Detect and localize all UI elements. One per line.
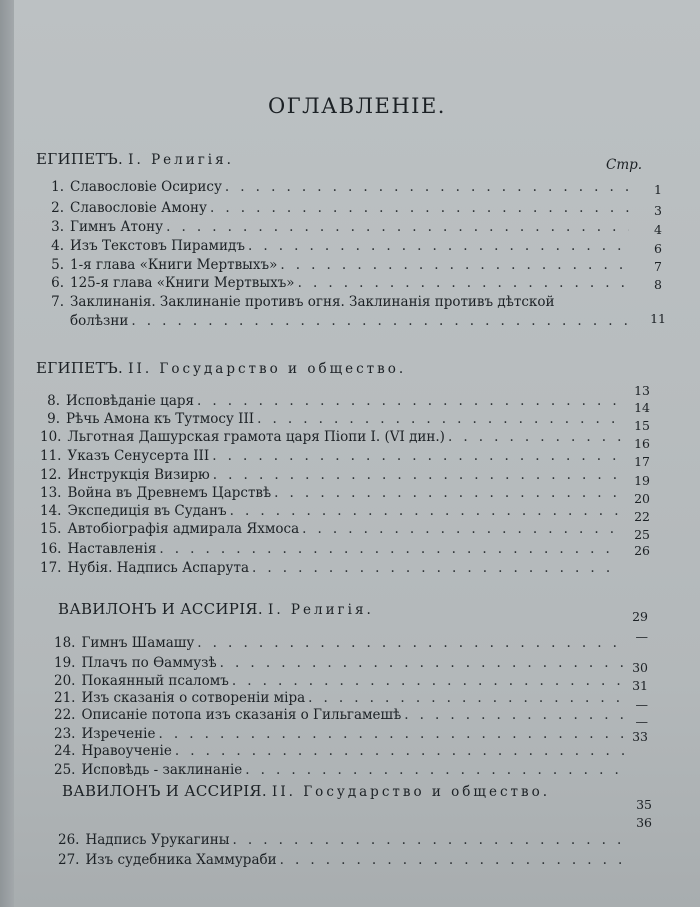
page-number: 1 xyxy=(654,182,662,197)
section-heading xyxy=(62,782,550,800)
section-sub: II. Государство и общество. xyxy=(272,784,551,800)
section-heading xyxy=(36,150,234,168)
section-head: ЕГИПЕТЪ. xyxy=(36,359,124,377)
page-number: — xyxy=(635,629,648,644)
toc-entry: 18. Гимнъ Шамашу . . . xyxy=(54,635,626,654)
toc-entry: 8. Исповѣданіе царя . . . xyxy=(40,393,622,412)
section-heading xyxy=(58,600,374,618)
page-number: 25 xyxy=(634,527,650,542)
toc-entry: 14. Экспедиція въ Суданъ . . . xyxy=(40,503,622,522)
toc-entry: 2. Славословіе Амону . . . xyxy=(44,200,629,219)
toc-entry: 23. Изреченіе . . . xyxy=(54,726,626,745)
page-number: 11 xyxy=(650,311,666,326)
section-head: ВАВИЛОНЪ И АССИРІЯ. xyxy=(58,600,263,618)
page-column-label: Стр. xyxy=(606,157,643,173)
toc-entry: 21. Изъ сказанія о сотвореніи міра . . . xyxy=(54,690,626,709)
page-number: 14 xyxy=(634,400,650,415)
page-number: 8 xyxy=(654,277,662,292)
toc-entry: 27. Изъ судебника Хаммураби . . . xyxy=(58,852,624,871)
page-number: — xyxy=(635,697,648,712)
toc-entry: 19. Плачъ по Ѳаммузѣ . . . xyxy=(54,655,626,674)
book-page xyxy=(14,0,700,907)
toc-entry: 1. Славословіе Осирису . . . xyxy=(44,179,629,198)
page-edge xyxy=(0,0,14,907)
toc-entry: 15. Автобіографія адмирала Яхмоса . . . xyxy=(40,521,622,540)
section-head: ЕГИПЕТЪ. xyxy=(36,150,124,168)
page-number: 30 xyxy=(632,660,648,675)
page-number: 22 xyxy=(634,509,650,524)
page-number: 20 xyxy=(634,491,650,506)
toc-entry: 4. Изъ Текстовъ Пирамидъ . . . xyxy=(44,238,629,257)
section-sub: I. Религія. xyxy=(268,602,374,618)
page-title: ОГЛАВЛЕНІЕ. xyxy=(268,94,446,118)
page-number: 36 xyxy=(636,815,652,830)
toc-entry: 24. Нравоученіе . . . xyxy=(54,743,626,762)
toc-entry: 25. Исповѣдь - заклинаніе . . . xyxy=(54,762,626,781)
page-number: 31 xyxy=(632,678,648,693)
page-number: 35 xyxy=(636,797,652,812)
section-sub: I. Религія. xyxy=(128,152,234,168)
toc-entry: 5. 1-я глава «Книги Мертвыхъ» . . . xyxy=(44,257,629,276)
toc-entry: 7. Заклинанія. Заклинаніе противъ огня. Заклинанія противъ дѣтской xyxy=(51,294,555,310)
page-number: 7 xyxy=(654,259,662,274)
page-number: 3 xyxy=(654,203,662,218)
toc-entry-continued: болѣзни . . . xyxy=(70,313,629,332)
page-number: 26 xyxy=(634,543,650,558)
toc-entry: 13. Война въ Древнемъ Царствѣ . . . xyxy=(40,485,622,504)
section-heading xyxy=(36,359,406,377)
toc-entry: 20. Покаянный псаломъ . . . xyxy=(54,673,626,692)
page-number: 19 xyxy=(634,473,650,488)
page-number: 13 xyxy=(634,383,650,398)
page-number: 29 xyxy=(632,609,648,624)
page-number: 16 xyxy=(634,436,650,451)
toc-entry: 22. Описаніе потопа изъ сказанія о Гильгамешѣ . . . xyxy=(54,707,626,726)
page-number: 17 xyxy=(634,454,650,469)
toc-entry: 3. Гимнъ Атону . . . xyxy=(44,219,629,238)
section-sub: II. Государство и общество. xyxy=(128,361,407,377)
section-head: ВАВИЛОНЪ И АССИРІЯ. xyxy=(62,782,267,800)
toc-entry: 10. Льготная Дашурская грамота царя Піопи I. (VI дин.) . . . xyxy=(40,429,622,448)
toc-entry: 16. Наставленія . . . xyxy=(40,541,622,560)
toc-entry: 26. Надпись Урукагины . . . xyxy=(58,832,624,851)
toc-entry: 17. Нубія. Надпись Аспарута . . . xyxy=(40,560,622,579)
page-number: 33 xyxy=(632,729,648,744)
toc-entry: 6. 125-я глава «Книги Мертвыхъ» . . . xyxy=(44,275,629,294)
page-number: — xyxy=(635,714,648,729)
page-number: 15 xyxy=(634,418,650,433)
toc-entry: 12. Инструкція Визирю . . . xyxy=(40,467,622,486)
page-number: 4 xyxy=(654,222,662,237)
toc-entry: 9. Рѣчь Амона къ Тутмосу III . . . xyxy=(40,411,622,430)
page-number: 6 xyxy=(654,241,662,256)
toc-entry: 11. Указъ Сенусерта III . . . xyxy=(40,448,622,467)
